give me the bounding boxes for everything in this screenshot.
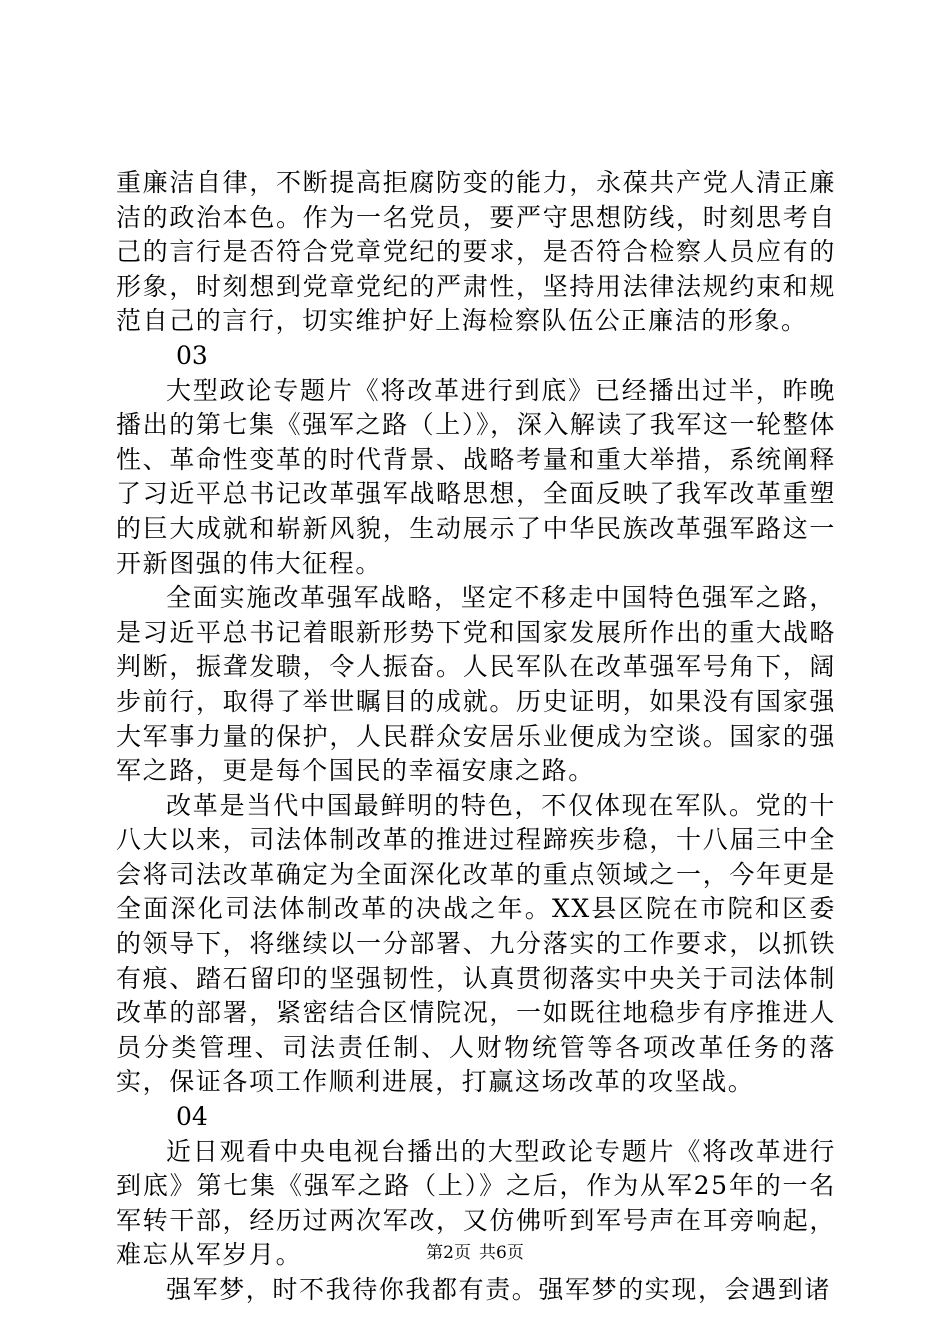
paragraph: 大型政论专题片《将改革进行到底》已经播出过半，昨晚播出的第七集《强军之路（上）》，深入解读了我军这一轮整体性、革命性变革的时代背景、战略考量和重大举措，系统阐释了习近平总书记改革强军战略思想，全面反映了我军改革重塑的巨大成就和崭新风貌，生动展示了中华民族改革强军路这一开新图强的伟大征程。 <box>116 375 836 578</box>
page-footer <box>0 1242 950 1264</box>
paragraph: 全面实施改革强军战略，坚定不移走中国特色强军之路，是习近平总书记着眼新形势下党和国家发展所作出的重大战略判断，振聋发聩，令人振奋。人民军队在改革强军号角下，阔步前行，取得了举世瞩目的成就。历史证明，如果没有国家强大军事力量的保护，人民群众安居乐业便成为空谈。国家的强军之路，更是每个国民的幸福安康之路。 <box>116 583 836 786</box>
section-number-03: 03 <box>176 340 208 370</box>
paragraph: 改革是当代中国最鲜明的特色，不仅体现在军队。党的十八大以来，司法体制改革的推进过程蹄疾步稳，十八届三中全会将司法改革确定为全面深化改革的重点领域之一，今年更是全面深化司法体制改革的决战之年。XX县区院在市院和区委的领导下，将继续以一分部署、九分落实的工作要求，以抓铁有痕、踏石留印的坚强韧性，认真贯彻落实中央关于司法体制改革的部署，紧密结合区情院况，一如既往地稳步有序推进人员分类管理、司法责任制、人财物统管等各项改革任务的落实，保证各项工作顺利进展，打赢这场改革的攻坚战。 <box>116 790 836 1097</box>
page-number: 第2页 <box>426 1243 471 1263</box>
section-number-04: 04 <box>176 1102 208 1132</box>
paragraph-continuation: 重廉洁自律，不断提高拒腐防变的能力，永葆共产党人清正廉洁的政治本色。作为一名党员，要严守思想防线，时刻思考自己的言行是否符合党章党纪的要求，是否符合检察人员应有的形象，时刻想到党章党纪的严肃性，坚持用法律法规约束和规范自己的言行，切实维护好上海检察队伍公正廉洁的形象。 <box>116 168 836 336</box>
page-total: 共6页 <box>479 1243 524 1263</box>
paragraph: 强军梦，时不我待你我都有责。强军梦的实现，会遇到诸 <box>166 1275 832 1304</box>
paragraph: 近日观看中央电视台播出的大型政论专题片《将改革进行到底》第七集《强军之路（上）》之后，作为从军25年的一名军转干部，经历过两次军改，又仿佛听到军号声在耳旁响起，难忘从军岁月。 <box>116 1136 836 1270</box>
document-body <box>116 166 836 1308</box>
